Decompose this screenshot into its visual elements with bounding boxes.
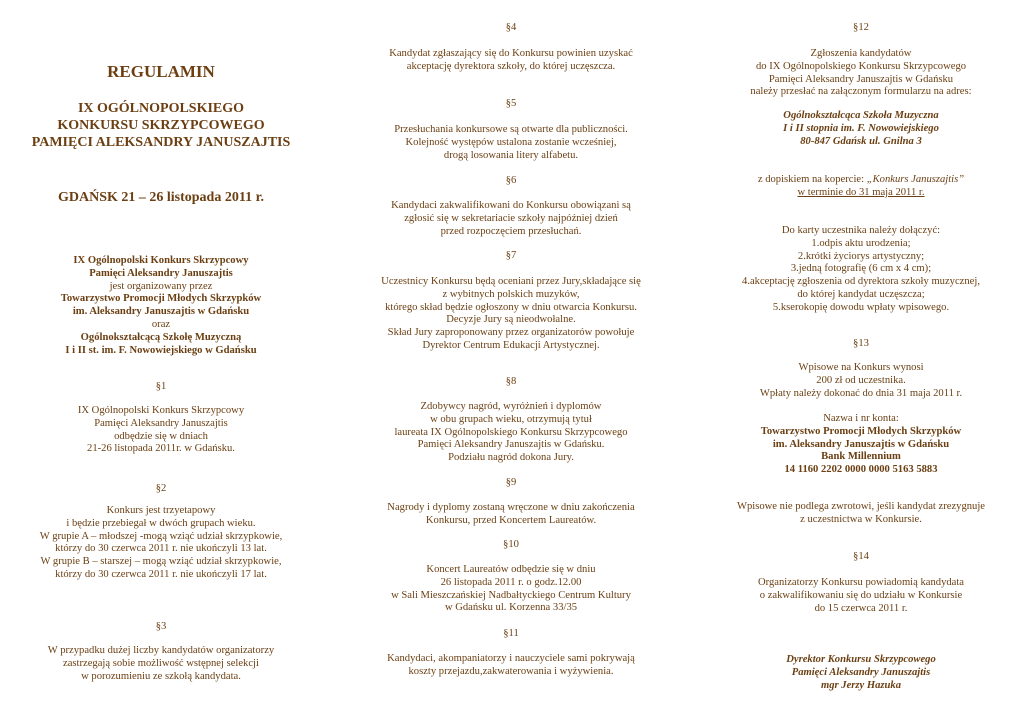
competition-name [10,100,312,151]
section-1-heading [10,381,312,394]
section-number: §7 [505,250,517,261]
address-line: Ogólnokształcąca Szkoła Muzyczna [783,110,939,121]
bank-account-block [713,413,1009,477]
paragraph-line: Przesłuchania konkursowe są otwarte dla publiczności. [394,124,628,135]
attachments-block [713,225,1009,315]
section-10-heading [358,539,664,552]
paragraph-line: W grupie B – starszej – mogą wziąć udział skrzypkowie, [40,556,282,568]
envelope-tag: „Konkurs Januszajtis” [866,174,965,185]
paragraph-line: zgłosić się w sekretariacie szkoły najpóźniej dzień [404,212,618,224]
paragraph-line: drogą losowania litery alfabetu. [443,149,579,161]
signature-line: mgr Jerzy Hazuka [820,679,902,691]
paragraph-line: którzy do 30 czerwca 2011 r. nie ukończyli 13 lat. [55,543,267,555]
section-number: §13 [853,338,869,349]
paragraph-line: Decyzje Jury są nieodwołalne. [446,314,576,326]
section-number: §2 [155,483,167,494]
organizer-line: oraz [151,318,171,330]
paragraph-line: w Sali Mieszczańskiej Nadbałtyckiego Centrum Kultury [391,589,631,601]
section-10-text [358,564,664,615]
paragraph-line: odbędzie się w dniach [114,430,208,442]
attachment-item: 2.krótki życiorys artystyczny; [797,250,925,262]
paragraph-line: Skład Jury zaproponowany przez organizatorów powołuje [387,327,635,339]
subtitle-line: IX OGÓLNOPOLSKIEGO [77,101,245,116]
paragraph-line: Kandydat zgłaszający się do Konkursu powinien uzyskać [389,48,633,59]
section-12-heading [713,22,1009,35]
section-9-heading [358,477,664,490]
section-8-heading [358,376,664,389]
paragraph-line: Wpisowe na Konkurs wynosi [798,362,924,373]
subtitle-line: PAMIĘCI ALEKSANDRY JANUSZAJTIS [31,135,291,150]
paragraph-line: Kandydaci zakwalifikowani do Konkursu obowiązani są [391,200,631,211]
section-number: §12 [853,22,869,33]
section-number: §1 [155,381,167,392]
section-7-heading [358,250,664,263]
paragraph-line: Koncert Laureatów odbędzie się w dniu [426,564,596,575]
paragraph-line: w porozumieniu ze szkołą kandydata. [81,670,241,682]
section-number: §11 [503,628,519,639]
paragraph-line: z wybitnych polskich muzyków, [442,288,580,300]
paragraph-line: Dyrektor Centrum Edukacji Artystycznej. [422,339,600,351]
paragraph-line: Konkurs jest trzyetapowy [106,505,216,516]
section-2-text [10,505,312,582]
paragraph-line: Pamięci Aleksandry Januszajtis w Gdańsku. [417,439,605,451]
paragraph-line: Pamięci Aleksandry Januszajtis [94,417,228,429]
section-4-text [358,48,664,74]
paragraph-line: w obu grupach wieku, otrzymują tytuł [430,413,592,425]
section-7-text [358,276,664,353]
section-number: §9 [505,477,517,488]
section-number: §3 [155,621,167,632]
paragraph-line: Zgłoszenia kandydatów [810,48,912,59]
paragraph-line: laureata IX Ogólnopolskiego Konkursu Skrzypcowego [394,426,628,438]
attachment-item: 4.akceptację zgłoszenia od dyrektora szkoły muzycznej, [742,276,980,288]
account-line: Towarzystwo Promocji Młodych Skrzypków [760,425,962,437]
section-number: §4 [505,22,517,33]
section-6-heading [358,175,664,188]
paragraph-line: Zdobywcy nagród, wyróżnień i dyplomów [420,401,602,412]
mailing-address [713,110,1009,148]
paragraph-line: Wpisowe nie podlega zwrotowi, jeśli kandydat zrezygnuje [737,501,985,512]
signature-block [713,654,1009,692]
paragraph-line: Podziału nagród dokona Jury. [448,452,574,464]
section-9-text [358,502,664,528]
section-12-text [713,48,1009,99]
paragraph-line: w Gdańsku ul. Korzenna 33/35 [444,602,578,614]
organizer-line: Towarzystwo Promocji Młodych Skrzypków [60,293,262,305]
deadline-text: w terminie do 31 maja 2011 r. [797,186,925,198]
section-14-heading [713,551,1009,564]
envelope-line [713,174,1009,187]
paragraph-line: do IX Ogólnopolskiego Konkursu Skrzypcowego [755,60,967,72]
subtitle-line: KONKURSU SKRZYPCOWEGO [57,118,265,133]
organizer-line: IX Ogólnopolski Konkurs Skrzypcowy [73,255,249,266]
section-number: §6 [505,175,517,186]
refund-note [713,501,1009,527]
section-13-heading [713,338,1009,351]
section-4-heading [358,22,664,35]
organizer-block [10,255,312,357]
organizer-line: Pamięci Aleksandry Januszajtis [89,267,233,279]
section-3-heading [10,621,312,634]
paragraph-line: którego skład będzie ogłoszony w dniu otwarcia Konkursu. [385,301,637,313]
paragraph-line: Pamięci Aleksandry Januszajtis w Gdańsku [768,73,954,85]
paragraph-line: koszty przejazdu,zakwaterowania i wyżywienia. [408,665,614,677]
paragraph-line: z uczestnictwa w Konkursie. [800,513,922,525]
attachment-item: 5.kserokopię dowodu wpłaty wpisowego. [772,301,950,313]
paragraph-line: Wpłaty należy dokonać do dnia 31 maja 2011 r. [759,387,963,399]
paragraph-line: Konkursu, przed Koncertem Laureatów. [425,514,597,526]
section-number: §5 [505,98,517,109]
section-2-heading [10,483,312,496]
paragraph-line: Organizatorzy Konkursu powiadomią kandydata [757,577,965,588]
attachment-item: 1.odpis aktu urodzenia; [811,237,911,249]
paragraph-line: akceptację dyrektora szkoły, do której uczęszcza. [406,60,616,72]
section-8-text [358,401,664,465]
signature-line: Dyrektor Konkursu Skrzypcowego [786,654,936,665]
dates-text: GDAŃSK 21 – 26 listopada 2011 r. [57,190,264,205]
section-1-text [10,405,312,456]
account-line: im. Aleksandry Januszajtis w Gdańsku [772,438,950,450]
section-6-text [358,200,664,238]
paragraph-line: IX Ogólnopolski Konkurs Skrzypcowy [77,405,245,416]
title-text: REGULAMIN [107,62,215,81]
account-number: 14 1160 2202 0000 0000 5163 5883 [784,464,938,476]
paragraph-line: Uczestnicy Konkursu będą oceniani przez Jury,składające się [381,276,641,287]
paragraph-line: 26 listopada 2011 r. o godz.12.00 [440,576,582,588]
address-line: I i II stopnia im. F. Nowowiejskiego [783,122,939,134]
paragraph-line: 21-26 listopada 2011r. w Gdańsku. [87,443,235,455]
attachments-intro: Do karty uczestnika należy dołączyć: [781,225,941,236]
paragraph-line: W grupie A – młodszej -mogą wziąć udział skrzypkowie, [39,530,283,542]
signature-line: Pamięci Aleksandry Januszajtis [791,666,931,678]
organizer-line: Ogólnokształcącą Szkołę Muzyczną [80,331,242,343]
paragraph-line: przed rozpoczęciem przesłuchań. [440,225,582,237]
paragraph-line: W przypadku dużej liczby kandydatów organizatorzy [47,645,275,656]
section-3-text [10,645,312,683]
organizer-line: im. Aleksandry Januszajtis w Gdańsku [72,306,250,318]
paragraph-line: 200 zł od uczestnika. [816,374,906,386]
paragraph-line: należy przesłać na załączonym formularzu na adres: [750,86,972,98]
section-11-heading [358,628,664,641]
paragraph-line: do 15 czerwca 2011 r. [814,602,908,614]
address-line: 80-847 Gdańsk ul. Gnilna 3 [800,135,922,147]
attachment-item: do której kandydat uczęszcza; [797,288,925,300]
attachment-item: 3.jedną fotografię (6 cm x 4 cm); [790,263,932,275]
account-line: Bank Millennium [821,451,901,463]
organizer-line: jest organizowany przez [109,280,213,292]
section-11-text [358,653,664,679]
section-number: §10 [503,539,519,550]
section-5-text [358,124,664,162]
paragraph-line: i będzie przebiegał w dwóch grupach wieku. [66,517,256,529]
paragraph-line: którzy do 30 czerwca 2011 r. nie ukończyli 17 lat. [55,568,267,580]
section-number: §14 [853,551,869,562]
section-number: §8 [505,376,517,387]
paragraph-line: Kandydaci, akompaniatorzy i nauczyciele sami pokrywają [387,653,635,664]
competition-dates [10,189,312,206]
account-label: Nazwa i nr konta: [823,413,899,424]
organizer-line: I i II st. im. F. Nowowiejskiego w Gdańsku [65,344,257,356]
envelope-prefix: z dopiskiem na kopercie: [757,174,867,185]
document-title [10,62,312,82]
section-14-text [713,577,1009,615]
section-13-text [713,362,1009,400]
paragraph-line: Kolejność występów ustalona zostanie wcześniej, [405,136,617,148]
paragraph-line: zastrzegają sobie możliwość wstępnej selekcji [63,657,259,669]
paragraph-line: Nagrody i dyplomy zostaną wręczone w dniu zakończenia [387,502,635,513]
section-5-heading [358,98,664,111]
envelope-note [713,174,1009,200]
paragraph-line: o zakwalifikowaniu się do udziału w Konkursie [759,589,963,601]
